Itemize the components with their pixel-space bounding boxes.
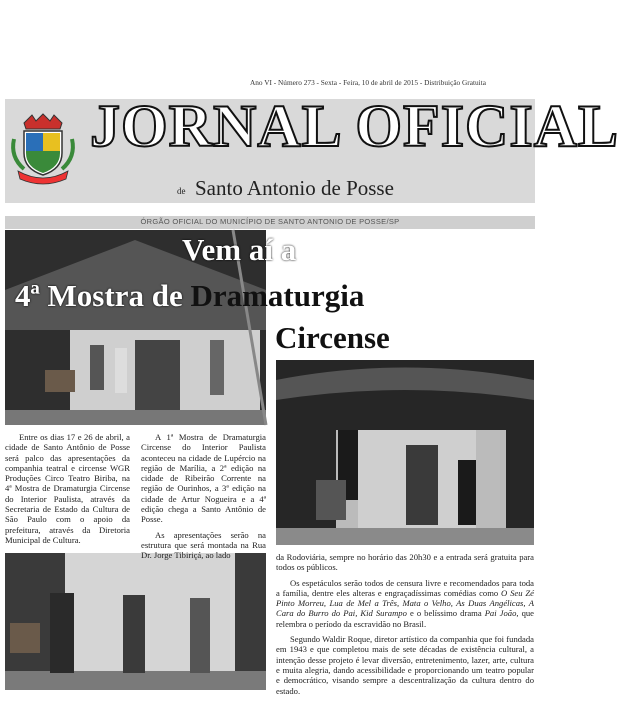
subtitle-prefix: de <box>177 186 186 196</box>
headline-line-2-dark: Dramaturgia <box>182 278 365 313</box>
newspaper-subtitle: Santo Antonio de Posse <box>195 176 394 200</box>
official-organ-bar <box>5 216 535 229</box>
photo-stage-3 <box>5 553 266 690</box>
headline-line-1: Vem aí a <box>182 232 297 267</box>
text-run: , que relembra o período da escravidão no Brasil. <box>276 608 534 629</box>
headline-line-3: Circense <box>275 320 390 355</box>
official-organ-text: ÓRGÃO OFICIAL DO MUNICÍPIO DE SANTO ANTONIO DE POSSE/SP <box>140 217 400 226</box>
headline-line-2 <box>15 278 364 314</box>
text-run: e o belíssimo drama <box>406 608 485 619</box>
article-paragraph: Entre os dias 17 e 26 de abril, a cidade de Santo Antônio de Posse será palco das apresentações da companhia teatral e circense WGR Produções Circo Teatro Biriba, na 4ª Mostra de Dramaturgia Circense do Interior Paulista, através da Secretaria de Estado da Cultura de São Paulo com o apoio da prefeitura, através da Diretoria Municipal de Cultura. <box>5 432 130 545</box>
article-paragraph: As apresentações serão na estrutura que será montada na Rua Dr. Jorge Tibiriçá, ao lado <box>141 529 266 561</box>
headline-line-2-light: 4ª Mostra de <box>15 278 183 313</box>
issue-info: Ano VI - Número 273 - Sexta - Feira, 10 de abril de 2015 - Distribuição Gratuita <box>250 78 486 87</box>
article-paragraph: da Rodoviária, sempre no horário das 20h30 e a entrada será gratuita para todos os públicos. <box>276 552 534 573</box>
article-column-3 <box>276 552 534 701</box>
crest-icon <box>10 113 76 185</box>
article-paragraph: A 1ª Mostra de Dramaturgia Circense do Interior Paulista aconteceu na cidade de Lupércio na região de Marília, a 2ª edição na cidade de Ribeirão Corrente na região de Ourinhos, a 3ª edição na cidade de Artur Nogueira e a 4ª edição chega a Santo Antônio de Posse. <box>141 432 266 525</box>
photo-stage-2 <box>276 360 534 545</box>
play-titles: O Seu Zé Pinto Morreu, Lua de Mel a Três, Mata o Velho, As Duas Angélicas, A Cara do Burro do Pai, Kid Surampo <box>276 587 534 619</box>
article-column-1 <box>5 432 130 550</box>
text-run: Os espetáculos serão todos de censura livre e recomendados para toda a família, dentre eles alteras e engraçadíssimas comédias como <box>276 577 534 598</box>
article-paragraph <box>276 578 534 629</box>
article-paragraph: Segundo Waldir Roque, diretor artístico da companhia que foi fundada em 1943 e que completou mais de sete décadas de existência cultural, a intenção desse projeto é levar diversão, entretenimento, lazer, arte, cultura e muita alegria, dando acessibilidade e proporcionando um teatro popular e democrático, visando sempre a descentralização da cultura dentro do estado. <box>276 634 534 696</box>
drama-title: Pai João <box>484 608 517 619</box>
article-column-2 <box>141 432 266 566</box>
newspaper-title: JORNAL OFICIAL <box>90 93 619 159</box>
